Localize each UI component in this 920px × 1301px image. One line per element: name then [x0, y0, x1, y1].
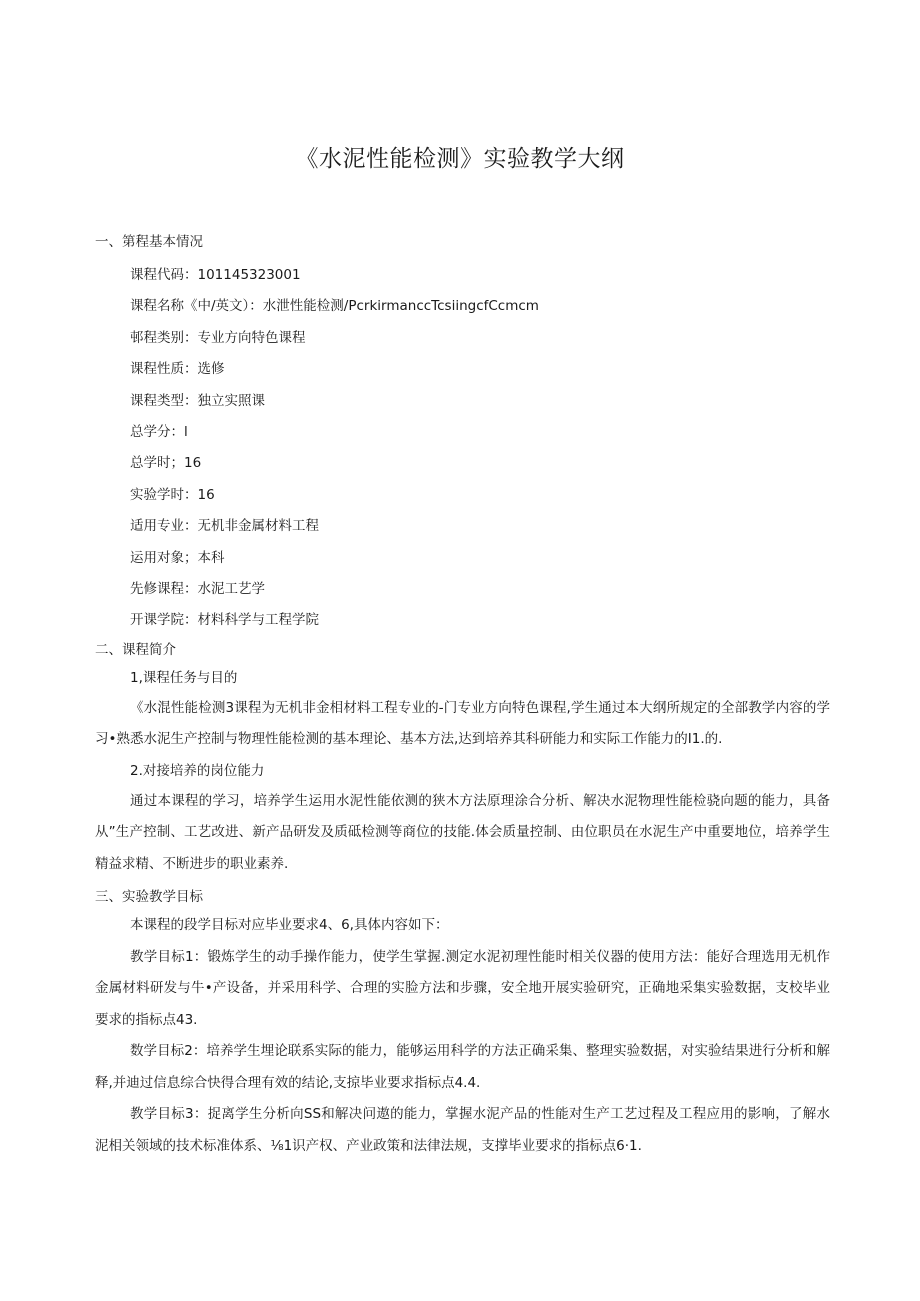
info-prerequisite: 先修课程：水泥工艺学 — [130, 580, 265, 597]
info-course-category: 邨程类别：专业方向特色课程 — [130, 329, 306, 346]
section-heading-teaching-goals: 三、实验教学目标 — [95, 889, 203, 906]
document-body — [95, 229, 830, 1162]
subheading-task-purpose: 1,课程任务与目的 — [130, 669, 238, 686]
info-school: 开课学院：材料科学与工程学院 — [130, 612, 319, 629]
info-total-hours: 总学时；16 — [130, 455, 202, 472]
info-course-code: 课程代码：101145323001 — [130, 267, 301, 283]
paragraph-goal-3: 教学目标3：捉离学生分析向SS和解决问遨的能力，掌握水泥产品的性能对生产工艺过程及工程应用的影响，了解水泥相关领域的技术标准体系、⅛1识产权、产业政策和法律法规，支撑毕业要求的指标点6·1. — [95, 1106, 830, 1154]
section-heading-course-intro: 二、课程简介 — [95, 641, 176, 658]
paragraph-goal-1: 教学目标1：锻炼学生的动手操作能力，使学生掌握.测定水泥初理性能时相关仪器的使用方法：能好合理选用无机作金属材料研发与牛•产设备，并采用科学、合理的实脸方法和步骤，安全地开展实验研究，正确地采集实验数据，支校毕业要求的指标点43. — [95, 948, 830, 1028]
info-major: 适用专业：无机非金属材料工程 — [130, 518, 319, 535]
section-heading-basic-info: 一、第程基本情况 — [95, 234, 203, 250]
paragraph-task-purpose: 《水混性能检测3课程为无机非金相材料工程专业的-门专业方向特色课程,学生通过本大纲所规定的全部教学内容的学习•熟悉水泥生产控制与物理性能检测的基本理论、基本方法,达到培养其科研能力和实际工作能力的I1.的. — [95, 699, 830, 748]
info-course-type: 课程类型：独立实照课 — [130, 392, 265, 409]
info-audience: 运用对象；本科 — [130, 549, 225, 566]
info-course-nature: 课程性质：选修 — [130, 361, 225, 378]
course-info-list — [95, 260, 830, 637]
document-title: 《水泥性能检测》实验教学大纲 — [295, 146, 625, 172]
subheading-job-abilities: 2.对接培养的岗位能力 — [130, 762, 265, 779]
info-lab-hours: 实验学时：16 — [130, 486, 215, 503]
paragraph-goals-intro: 本课程的段学目标对应毕业要求4、6,具体内容如下： — [130, 917, 449, 934]
info-total-credits: 总学分：l — [130, 423, 188, 440]
paragraph-job-abilities: 通过本课程的学习，培养学生运用水泥性能依测的狭木方法原理涂合分析、解决水泥物理性能检骁向题的能力，具备从”生产控制、工艺改进、新产品研发及质砥检测等商位的技能.体会质量控制、由位职员在水泥生产中重要地位，培养学生精益求精、不断进步的职业素养. — [95, 792, 830, 872]
paragraph-goal-2: 数学目标2：培养学生埋论联系实际的能力，能够运用科学的方法正确采集、整理实验数据，对实验结果进行分析和解释,并迪过信息综合快得合理有效的结论,支掠毕业要求指标点4.4. — [95, 1043, 830, 1091]
info-course-name: 课程名称《中/英文）：水泄性能检测/PcrkirmanccTcsiingcfCcmcm — [130, 298, 539, 315]
